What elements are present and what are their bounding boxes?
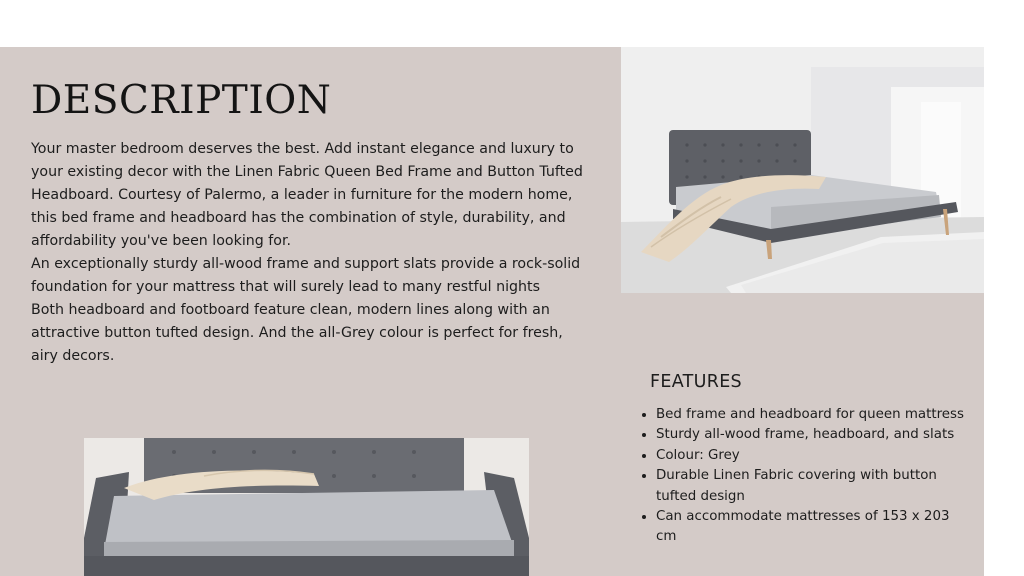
description-paragraph-2: An exceptionally sturdy all-wood frame and support slats provide a rock-solid foundation for your mattress that will surely lead to many restful nights (31, 256, 581, 295)
feature-item: • Bed frame and headboard for queen mattress (656, 405, 966, 425)
feature-item: • Sturdy all-wood frame, headboard, and slats (656, 425, 966, 445)
description-paragraph-3: Both headboard and footboard feature clean, modern lines along with an attractive button tufted design. And the all-Grey colour is perfect for fresh, airy decors. (31, 302, 563, 364)
bed-room-photo (621, 47, 984, 293)
feature-item: • Colour: Grey (656, 446, 966, 466)
bed-closeup-illustration (84, 438, 529, 576)
bed-room-illustration (621, 47, 984, 293)
description-paragraph-1: Your master bedroom deserves the best. Add instant elegance and luxury to your existing decor with the Linen Fabric Queen Bed Frame and Button Tufted Headboard. Courtesy of Palermo, a leader in furniture for the modern home, this bed frame and headboard has the combination of style, durability, and affordability you've been looking for. (31, 141, 583, 249)
features-heading: FEATURES (650, 372, 742, 392)
feature-item: • Can accommodate mattresses of 153 x 203 cm (656, 507, 966, 548)
bed-closeup-photo (84, 438, 529, 576)
description-body (31, 138, 591, 368)
description-heading: DESCRIPTION (31, 78, 332, 123)
feature-item: • Durable Linen Fabric covering with button tufted design (656, 466, 966, 507)
features-list (638, 405, 966, 548)
